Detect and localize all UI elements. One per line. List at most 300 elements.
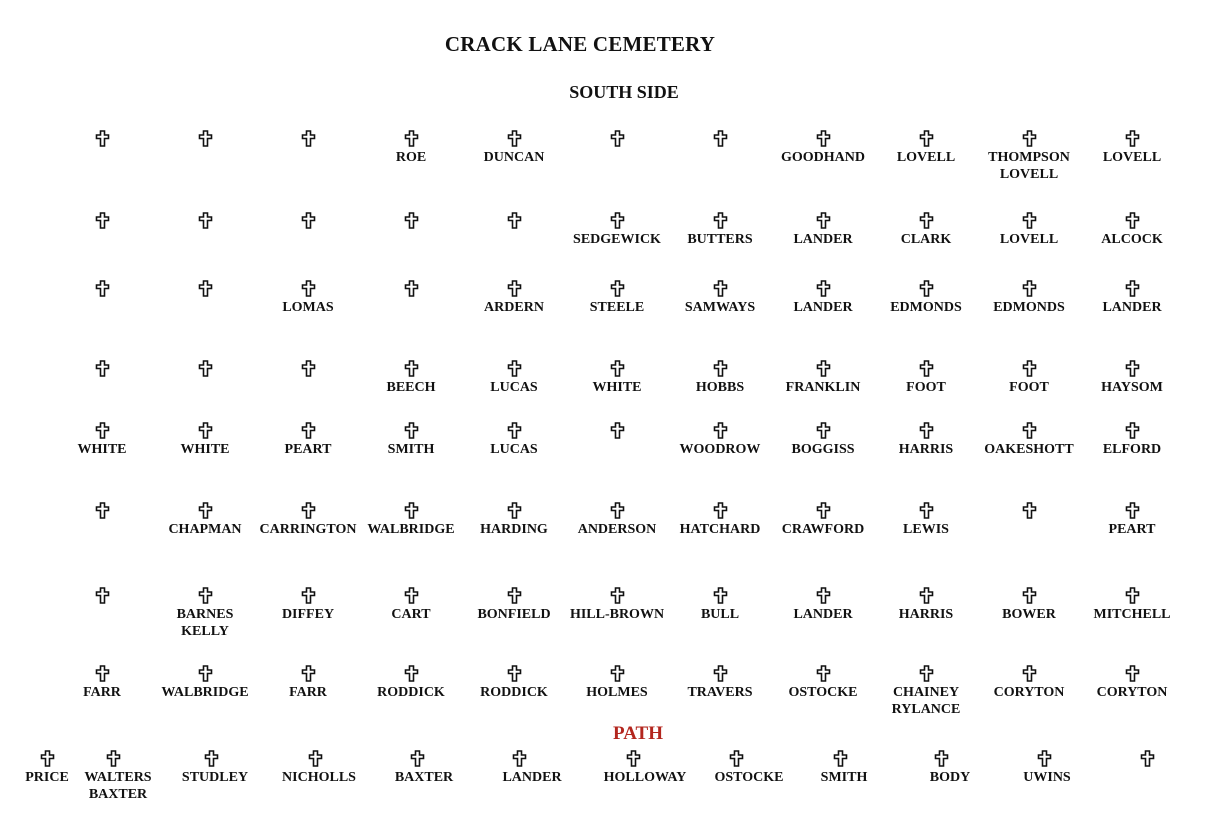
page-title: CRACK LANE CEMETERY [444, 32, 716, 56]
grave-marker [248, 665, 368, 682]
grave-name [351, 379, 471, 396]
grave-marker [351, 422, 471, 439]
grave-name-line: WHITE [180, 442, 230, 457]
grave-name-line: LANDER [793, 300, 853, 315]
grave-marker [351, 587, 471, 604]
grave-name-line: LOVELL [1102, 150, 1162, 165]
cross-icon [1022, 130, 1037, 147]
grave-name-line: FOOT [906, 380, 946, 395]
cross-icon [610, 360, 625, 377]
grave-name [248, 299, 368, 316]
cross-icon [106, 750, 121, 767]
grave-marker [42, 280, 162, 297]
grave-name-line: LEWIS [903, 522, 949, 537]
grave-name [969, 149, 1089, 183]
grave-marker [557, 422, 677, 439]
grave-name-line: BARNES [176, 607, 234, 622]
cross-icon [1022, 422, 1037, 439]
cross-icon [512, 750, 527, 767]
grave-marker [763, 360, 883, 377]
grave-marker [557, 212, 677, 229]
grave-marker [248, 502, 368, 519]
grave-name [145, 521, 265, 538]
grave-marker [866, 360, 986, 377]
grave-name-line: SMITH [820, 770, 868, 785]
grave-marker [969, 422, 1089, 439]
grave-name-line: LOVELL [999, 232, 1059, 247]
cross-icon [95, 130, 110, 147]
grave-name [660, 521, 780, 538]
grave-marker [248, 130, 368, 147]
grave-name-line: EDMONDS [890, 300, 962, 315]
grave-name-line: LANDER [502, 770, 562, 785]
grave-marker [145, 587, 265, 604]
grave-name-line: HARRIS [898, 607, 954, 622]
grave-name-line: ANDERSON [577, 522, 657, 537]
grave-name-line: PRICE [25, 770, 69, 785]
grave-marker [145, 212, 265, 229]
cross-icon [1125, 212, 1140, 229]
grave-name-line: LOMAS [282, 300, 334, 315]
grave-name-line: BEECH [386, 380, 436, 395]
grave-name [763, 231, 883, 248]
cross-icon [610, 130, 625, 147]
cross-icon [610, 212, 625, 229]
grave-name [969, 299, 1089, 316]
grave-marker [454, 422, 574, 439]
cross-icon [1022, 212, 1037, 229]
grave-name [866, 149, 986, 166]
cross-icon [95, 587, 110, 604]
grave-marker [145, 422, 265, 439]
grave-name-line: FOOT [1009, 380, 1049, 395]
cross-icon [626, 750, 641, 767]
grave-name [454, 606, 574, 623]
cross-icon [833, 750, 848, 767]
cross-icon [1125, 502, 1140, 519]
grave-marker [660, 422, 780, 439]
cross-icon [404, 665, 419, 682]
grave-marker [351, 212, 471, 229]
cross-icon [95, 665, 110, 682]
cross-icon [1022, 587, 1037, 604]
grave-name-line: MITCHELL [1093, 607, 1171, 622]
grave-name [351, 149, 471, 166]
grave-name [557, 684, 677, 701]
grave-marker [351, 280, 471, 297]
cross-icon [198, 587, 213, 604]
grave-name-line: DUNCAN [483, 150, 545, 165]
cross-icon [919, 665, 934, 682]
cross-icon [198, 422, 213, 439]
section-subtitle: SOUTH SIDE [569, 82, 679, 102]
grave-marker [1072, 360, 1192, 377]
grave-name [454, 441, 574, 458]
cross-icon [95, 280, 110, 297]
grave-name-line: LUCAS [490, 442, 538, 457]
grave-name [763, 149, 883, 166]
grave-name-line: BOWER [1002, 607, 1056, 622]
grave-marker [145, 502, 265, 519]
grave-name [454, 299, 574, 316]
cross-icon [95, 360, 110, 377]
grave-name-line: BAXTER [394, 770, 454, 785]
grave-name [763, 521, 883, 538]
grave-name [557, 521, 677, 538]
grave-name [42, 684, 162, 701]
grave-name [660, 231, 780, 248]
grave-name-line: WHITE [77, 442, 127, 457]
grave-marker [763, 280, 883, 297]
grave-marker [1087, 750, 1207, 767]
grave-name [987, 769, 1107, 786]
cross-icon [301, 212, 316, 229]
cross-icon [198, 665, 213, 682]
grave-name-line: CORYTON [993, 685, 1065, 700]
cross-icon [610, 280, 625, 297]
grave-name [1072, 379, 1192, 396]
cross-icon [404, 280, 419, 297]
grave-name [1072, 149, 1192, 166]
grave-name [454, 521, 574, 538]
cross-icon [507, 280, 522, 297]
cross-icon [95, 212, 110, 229]
grave-marker [660, 665, 780, 682]
grave-name-line: BOGGISS [791, 442, 855, 457]
grave-marker [145, 130, 265, 147]
grave-name-line: STUDLEY [181, 770, 249, 785]
grave-marker [969, 360, 1089, 377]
grave-name [1072, 299, 1192, 316]
grave-name [557, 231, 677, 248]
grave-name [259, 769, 379, 786]
grave-name [660, 299, 780, 316]
grave-marker [42, 502, 162, 519]
grave-marker [1072, 422, 1192, 439]
grave-marker [866, 502, 986, 519]
grave-name-line: FARR [289, 685, 327, 700]
grave-name [866, 379, 986, 396]
grave-marker [676, 750, 796, 767]
grave-name [248, 684, 368, 701]
grave-name [763, 684, 883, 701]
grave-name [557, 299, 677, 316]
cross-icon [713, 212, 728, 229]
grave-marker [763, 587, 883, 604]
grave-name-line: RODDICK [480, 685, 548, 700]
grave-marker [573, 750, 693, 767]
grave-marker [557, 587, 677, 604]
cross-icon [301, 280, 316, 297]
cross-icon [610, 422, 625, 439]
grave-name-line: EDMONDS [993, 300, 1065, 315]
grave-marker [557, 360, 677, 377]
grave-marker [660, 502, 780, 519]
cross-icon [404, 360, 419, 377]
grave-marker [42, 360, 162, 377]
cross-icon [1140, 750, 1155, 767]
grave-marker [660, 360, 780, 377]
grave-marker [866, 422, 986, 439]
grave-marker [969, 587, 1089, 604]
grave-name-line: CHAINEY [892, 685, 960, 700]
grave-marker [454, 212, 574, 229]
grave-marker [557, 502, 677, 519]
grave-marker [145, 665, 265, 682]
grave-name [763, 299, 883, 316]
grave-name-line: OSTOCKE [714, 770, 784, 785]
grave-name-line: UWINS [1023, 770, 1071, 785]
grave-name-line: RODDICK [377, 685, 445, 700]
grave-name-line: ARDERN [484, 300, 544, 315]
cross-icon [204, 750, 219, 767]
cross-icon [919, 212, 934, 229]
cross-icon [301, 587, 316, 604]
cross-icon [1125, 360, 1140, 377]
grave-marker [763, 422, 883, 439]
grave-marker [42, 130, 162, 147]
grave-marker [866, 280, 986, 297]
grave-name [784, 769, 904, 786]
grave-marker [557, 130, 677, 147]
cross-icon [816, 212, 831, 229]
grave-name-line: TRAVERS [687, 685, 753, 700]
grave-marker [660, 280, 780, 297]
grave-name [145, 606, 265, 640]
grave-marker [660, 212, 780, 229]
grave-name-line: CART [391, 607, 431, 622]
grave-marker [1072, 587, 1192, 604]
cross-icon [507, 360, 522, 377]
grave-name-line: CARRINGTON [259, 522, 357, 537]
grave-name-line: ALCOCK [1101, 232, 1163, 247]
grave-name-line: DIFFEY [281, 607, 335, 622]
grave-marker [984, 750, 1104, 767]
grave-name [866, 521, 986, 538]
cross-icon [507, 665, 522, 682]
cross-icon [713, 130, 728, 147]
grave-name [866, 606, 986, 623]
grave-name-line: PEART [1108, 522, 1156, 537]
grave-name [1072, 441, 1192, 458]
grave-name-line: LANDER [1102, 300, 1162, 315]
grave-name-line: BUTTERS [687, 232, 753, 247]
grave-name-line: SEDGEWICK [573, 232, 661, 247]
grave-name-line: GOODHAND [781, 150, 865, 165]
cross-icon [816, 422, 831, 439]
grave-name-line: LANDER [793, 607, 853, 622]
cross-icon [507, 212, 522, 229]
grave-name-line: WALBRIDGE [161, 685, 249, 700]
grave-name [969, 379, 1089, 396]
cross-icon [610, 502, 625, 519]
grave-name [248, 606, 368, 623]
grave-marker [763, 502, 883, 519]
grave-name-line: BONFIELD [477, 607, 551, 622]
grave-name [763, 441, 883, 458]
grave-name [145, 441, 265, 458]
grave-name-line: FARR [83, 685, 121, 700]
grave-name [1072, 521, 1192, 538]
grave-name [660, 379, 780, 396]
grave-name [248, 441, 368, 458]
grave-name [763, 379, 883, 396]
cross-icon [404, 422, 419, 439]
grave-marker [1072, 665, 1192, 682]
grave-name-line: HOLLOWAY [603, 770, 687, 785]
cross-icon [729, 750, 744, 767]
cross-icon [713, 360, 728, 377]
grave-marker [351, 665, 471, 682]
grave-marker [969, 212, 1089, 229]
cross-icon [919, 587, 934, 604]
grave-name [248, 521, 368, 538]
grave-name [1072, 606, 1192, 623]
grave-name [557, 379, 677, 396]
grave-name-line: WALBRIDGE [367, 522, 455, 537]
grave-name-line: KELLY [181, 624, 229, 639]
cross-icon [1037, 750, 1052, 767]
grave-name [866, 441, 986, 458]
grave-name-line: CRAWFORD [781, 522, 865, 537]
grave-marker [557, 280, 677, 297]
grave-marker [351, 360, 471, 377]
grave-name [866, 684, 986, 718]
grave-name [364, 769, 484, 786]
grave-name-line: LUCAS [490, 380, 538, 395]
grave-name-line: SMITH [387, 442, 435, 457]
cross-icon [816, 587, 831, 604]
grave-name [660, 441, 780, 458]
grave-name-line: WHITE [592, 380, 642, 395]
grave-name [1072, 231, 1192, 248]
path-label: PATH [613, 723, 663, 744]
grave-marker [969, 130, 1089, 147]
grave-name-line: WALTERS [84, 770, 152, 785]
grave-marker [151, 750, 271, 767]
grave-name [969, 441, 1089, 458]
grave-marker [42, 212, 162, 229]
cross-icon [713, 422, 728, 439]
cross-icon [610, 665, 625, 682]
grave-marker [459, 750, 579, 767]
cross-icon [1125, 587, 1140, 604]
cross-icon [1125, 422, 1140, 439]
grave-name-line: BAXTER [88, 787, 148, 802]
cross-icon [919, 130, 934, 147]
cross-icon [95, 502, 110, 519]
cross-icon [507, 502, 522, 519]
cross-icon [198, 502, 213, 519]
grave-name-line: ROE [395, 150, 427, 165]
grave-name-line: OAKESHOTT [984, 442, 1074, 457]
cross-icon [404, 212, 419, 229]
cross-icon [308, 750, 323, 767]
cross-icon [816, 360, 831, 377]
cross-icon [1125, 280, 1140, 297]
cross-icon [816, 130, 831, 147]
grave-name-line: THOMPSON [988, 150, 1070, 165]
grave-name-line: LANDER [793, 232, 853, 247]
grave-name [866, 231, 986, 248]
cross-icon [410, 750, 425, 767]
grave-name [1072, 684, 1192, 701]
grave-name-line: HOBBS [695, 380, 745, 395]
grave-marker [557, 665, 677, 682]
grave-marker [351, 130, 471, 147]
grave-name-line: LOVELL [999, 167, 1059, 182]
cross-icon [301, 502, 316, 519]
grave-name-line: WOODROW [679, 442, 761, 457]
grave-marker [145, 360, 265, 377]
grave-name-line: CHAPMAN [168, 522, 242, 537]
grave-marker [969, 502, 1089, 519]
grave-name [351, 521, 471, 538]
cross-icon [95, 422, 110, 439]
grave-marker [454, 130, 574, 147]
cross-icon [713, 280, 728, 297]
grave-name-line: OSTOCKE [788, 685, 858, 700]
grave-marker [881, 750, 1001, 767]
grave-marker [454, 502, 574, 519]
grave-marker [1072, 130, 1192, 147]
grave-name [969, 684, 1089, 701]
cross-icon [919, 502, 934, 519]
grave-marker [969, 665, 1089, 682]
grave-name-line: HARRIS [898, 442, 954, 457]
cross-icon [404, 130, 419, 147]
grave-marker [248, 212, 368, 229]
grave-marker [660, 130, 780, 147]
cross-icon [404, 587, 419, 604]
grave-name [454, 149, 574, 166]
grave-marker [145, 280, 265, 297]
grave-name-line: CORYTON [1096, 685, 1168, 700]
grave-name-line: LOVELL [896, 150, 956, 165]
grave-marker [248, 360, 368, 377]
cross-icon [301, 130, 316, 147]
cross-icon [816, 502, 831, 519]
grave-name-line: FRANKLIN [785, 380, 861, 395]
grave-marker [454, 587, 574, 604]
cross-icon [934, 750, 949, 767]
cross-icon [198, 212, 213, 229]
cross-icon [198, 130, 213, 147]
cross-icon [816, 280, 831, 297]
grave-name-line: HOLMES [586, 685, 648, 700]
grave-marker [763, 212, 883, 229]
cross-icon [610, 587, 625, 604]
cross-icon [301, 665, 316, 682]
grave-marker [248, 587, 368, 604]
cross-icon [198, 280, 213, 297]
grave-name [660, 684, 780, 701]
cross-icon [198, 360, 213, 377]
grave-name-line: SAMWAYS [684, 300, 756, 315]
grave-name [155, 769, 275, 786]
grave-name [557, 606, 677, 623]
grave-name-line: BODY [929, 770, 971, 785]
grave-name [763, 606, 883, 623]
grave-name [585, 769, 705, 786]
grave-marker [351, 502, 471, 519]
cross-icon [919, 422, 934, 439]
grave-marker [42, 422, 162, 439]
grave-name-line: HARDING [480, 522, 548, 537]
grave-marker [1072, 212, 1192, 229]
grave-marker [660, 587, 780, 604]
grave-name [969, 606, 1089, 623]
